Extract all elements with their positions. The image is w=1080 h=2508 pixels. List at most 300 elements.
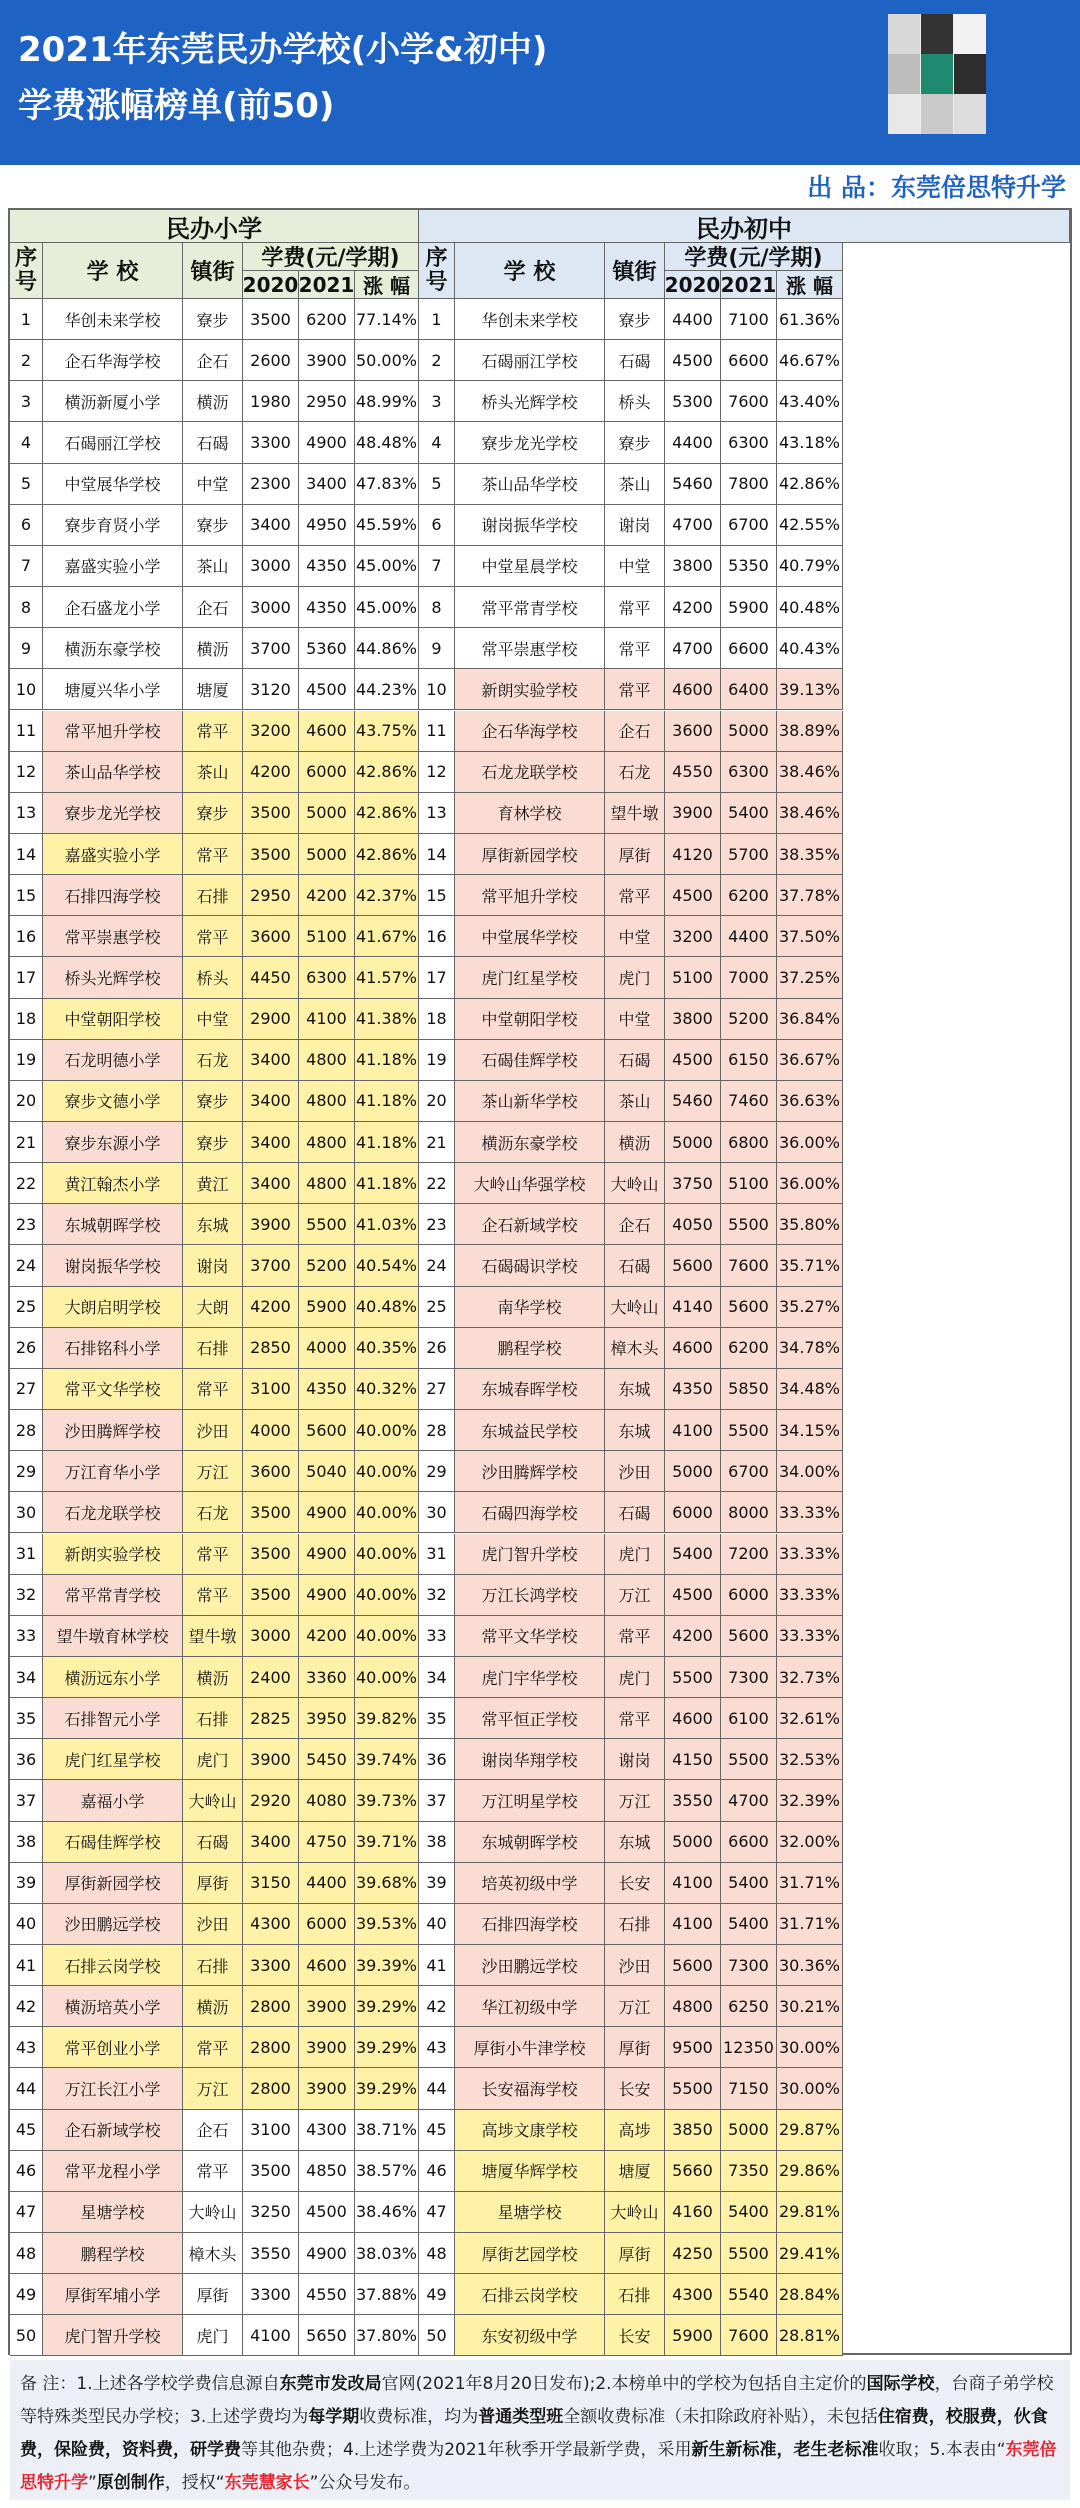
note-text: 收费标准，均为: [359, 2407, 479, 2427]
row-number: 21: [419, 1122, 455, 1163]
note-emphasis: 国际学校: [866, 2374, 935, 2394]
row-number: 15: [10, 875, 43, 916]
rise-percent: 32.39%: [777, 1780, 843, 1821]
seq-header: 序号: [10, 243, 43, 299]
fee-2020: 3000: [243, 1616, 299, 1657]
rise-percent: 39.71%: [355, 1822, 419, 1863]
fee-2021: 5200: [299, 1245, 355, 1286]
rise-percent: 38.71%: [355, 2110, 419, 2151]
row-number: 24: [419, 1245, 455, 1286]
school-name: 新朗实验学校: [455, 669, 605, 710]
note-text: ，授权“: [164, 2473, 225, 2493]
fee-2021: 4600: [299, 1945, 355, 1986]
fee-2020: 5460: [665, 464, 721, 505]
fee-2021: 4900: [299, 1534, 355, 1575]
town-name: 中堂: [605, 916, 665, 957]
rise-percent: 35.71%: [777, 1245, 843, 1286]
town-name: 谢岗: [183, 1245, 243, 1286]
rise-percent: 40.43%: [777, 628, 843, 669]
school-name: 横沥东豪学校: [455, 1122, 605, 1163]
rise-percent: 40.48%: [355, 1287, 419, 1328]
row-number: 30: [419, 1492, 455, 1533]
town-name: 虎门: [605, 1534, 665, 1575]
fee-2021: 3360: [299, 1657, 355, 1698]
row-number: 38: [419, 1822, 455, 1863]
school-name: 高埗文康学校: [455, 2110, 605, 2151]
school-name: 万江长鸿学校: [455, 1575, 605, 1616]
row-number: 9: [419, 628, 455, 669]
fee-2020: 5600: [665, 1245, 721, 1286]
school-name: 中堂星晨学校: [455, 546, 605, 587]
town-name: 寮步: [183, 793, 243, 834]
note-emphasis: 东莞市发改局: [279, 2374, 382, 2394]
fee-2021: 4900: [299, 2233, 355, 2274]
fee-2021: 3400: [299, 464, 355, 505]
fee-2020: 4600: [665, 1698, 721, 1739]
fee-2020: 4500: [665, 875, 721, 916]
row-number: 4: [419, 422, 455, 463]
middle-table-row: [10, 752, 1070, 793]
rise-percent: 44.23%: [355, 669, 419, 710]
fee-2021: 4200: [299, 1616, 355, 1657]
school-name: 常平崇惠学校: [43, 916, 183, 957]
rise-percent: 43.18%: [777, 422, 843, 463]
town-name: 茶山: [605, 1081, 665, 1122]
rise-percent: 41.67%: [355, 916, 419, 957]
middle-table-row: [10, 669, 1070, 710]
fee-2020: 4200: [243, 752, 299, 793]
row-number: 10: [10, 669, 43, 710]
fee-2020: 3300: [243, 2274, 299, 2315]
page-title-line1: 2021年东莞民办学校(小学&初中): [18, 30, 548, 70]
fee-2021: 4100: [299, 999, 355, 1040]
town-name: 万江: [183, 1451, 243, 1492]
rise-percent: 45.00%: [355, 546, 419, 587]
rise-percent: 37.25%: [777, 957, 843, 998]
fee-2021: 7300: [721, 1657, 777, 1698]
fee-2020: 2950: [243, 875, 299, 916]
school-header: 学 校: [43, 243, 183, 299]
school-name: 中堂朝阳学校: [455, 999, 605, 1040]
rise-percent: 37.88%: [355, 2274, 419, 2315]
fee-2020: 3200: [243, 711, 299, 752]
row-number: 27: [10, 1369, 43, 1410]
town-name: 常平: [605, 628, 665, 669]
school-name: 大岭山华强学校: [455, 1163, 605, 1204]
middle-table-row: [10, 587, 1070, 628]
rise-percent: 38.89%: [777, 711, 843, 752]
middle-table-row: [10, 1122, 1070, 1163]
town-name: 常平: [605, 1698, 665, 1739]
row-number: 50: [419, 2315, 455, 2356]
row-number: 28: [10, 1410, 43, 1451]
row-number: 33: [419, 1616, 455, 1657]
middle-table-row: [10, 1616, 1070, 1657]
rise-percent: 39.29%: [355, 2027, 419, 2068]
row-number: 20: [419, 1081, 455, 1122]
fee-2020: 3150: [243, 1863, 299, 1904]
fee-2021: 7600: [721, 381, 777, 422]
fee-2020: 2850: [243, 1328, 299, 1369]
fee-2021: 5900: [721, 587, 777, 628]
row-number: 6: [419, 505, 455, 546]
row-number: 42: [10, 1986, 43, 2027]
town-name: 望牛墩: [605, 793, 665, 834]
town-name: 常平: [183, 2151, 243, 2192]
rise-percent: 42.86%: [355, 752, 419, 793]
school-name: 谢岗华翔学校: [455, 1739, 605, 1780]
fee-2021: 6600: [721, 1822, 777, 1863]
town-name: 东城: [605, 1410, 665, 1451]
publisher-credit: 出 品：东莞倍思特升学: [807, 173, 1066, 202]
fee-2021: 5450: [299, 1739, 355, 1780]
fee-2021: 4900: [299, 422, 355, 463]
row-number: 14: [419, 834, 455, 875]
school-name: 石碣佳辉学校: [43, 1822, 183, 1863]
middle-table-row: [10, 793, 1070, 834]
middle-table-row: [10, 1945, 1070, 1986]
rise-percent: 36.63%: [777, 1081, 843, 1122]
rise-percent: 47.83%: [355, 464, 419, 505]
rise-percent: 40.48%: [777, 587, 843, 628]
fee-2020: 4050: [665, 1204, 721, 1245]
row-number: 26: [10, 1328, 43, 1369]
fee-2021: 7800: [721, 464, 777, 505]
row-number: 43: [10, 2027, 43, 2068]
fee-2021: 5500: [299, 1204, 355, 1245]
town-name: 常平: [183, 711, 243, 752]
rise-percent: 38.46%: [777, 793, 843, 834]
town-name: 石排: [183, 875, 243, 916]
rise-percent: 32.53%: [777, 1739, 843, 1780]
row-number: 8: [419, 587, 455, 628]
rise-percent: 41.57%: [355, 957, 419, 998]
town-name: 万江: [605, 1575, 665, 1616]
town-name: 沙田: [183, 1904, 243, 1945]
row-number: 2: [10, 340, 43, 381]
middle-table-row: [10, 2027, 1070, 2068]
town-name: 茶山: [183, 546, 243, 587]
school-name: 石龙龙联学校: [43, 1492, 183, 1533]
school-name: 华创未来学校: [455, 299, 605, 340]
school-name: 东安初级中学: [455, 2315, 605, 2356]
fee-2021: 3900: [299, 2068, 355, 2109]
fee-2020: 3250: [243, 2192, 299, 2233]
note-emphasis: 新生新标准，老生老标准: [691, 2440, 879, 2460]
row-number: 21: [10, 1122, 43, 1163]
fee-2020: 3100: [243, 1369, 299, 1410]
row-number: 5: [419, 464, 455, 505]
town-name: 虎门: [605, 957, 665, 998]
row-number: 30: [10, 1492, 43, 1533]
rise-percent: 39.29%: [355, 1986, 419, 2027]
row-number: 44: [10, 2068, 43, 2109]
fee-2020: 2400: [243, 1657, 299, 1698]
row-number: 9: [10, 628, 43, 669]
rise-percent: 40.00%: [355, 1616, 419, 1657]
school-name: 万江育华小学: [43, 1451, 183, 1492]
fee-2020: 3900: [243, 1739, 299, 1780]
middle-table-row: [10, 1287, 1070, 1328]
row-number: 20: [10, 1081, 43, 1122]
school-name: 常平常青学校: [455, 587, 605, 628]
fee-2021: 4400: [299, 1863, 355, 1904]
school-name: 寮步文德小学: [43, 1081, 183, 1122]
row-number: 10: [419, 669, 455, 710]
town-name: 沙田: [605, 1945, 665, 1986]
fee-2020: 3500: [243, 1492, 299, 1533]
qr-logo-icon: [888, 14, 986, 134]
rise-percent: 40.00%: [355, 1575, 419, 1616]
fee-2021: 6250: [721, 1986, 777, 2027]
fee-2021: 2950: [299, 381, 355, 422]
fee-2020: 5660: [665, 2151, 721, 2192]
middle-table-row: [10, 2192, 1070, 2233]
row-number: 17: [10, 957, 43, 998]
rise-percent: 37.78%: [777, 875, 843, 916]
fee-2020: 3500: [243, 1534, 299, 1575]
fee-2020: 4250: [665, 2233, 721, 2274]
fee-2020: 5500: [665, 2068, 721, 2109]
row-number: 34: [419, 1657, 455, 1698]
school-name: 星塘学校: [455, 2192, 605, 2233]
row-number: 16: [10, 916, 43, 957]
middle-table-row: [10, 1328, 1070, 1369]
fee-2020: 5500: [665, 1657, 721, 1698]
row-number: 11: [419, 711, 455, 752]
fee-2021: 6400: [721, 669, 777, 710]
fee-2021: 3900: [299, 340, 355, 381]
school-name: 塘厦华辉学校: [455, 2151, 605, 2192]
town-name: 茶山: [183, 752, 243, 793]
school-name: 石排智元小学: [43, 1698, 183, 1739]
school-name: 嘉盛实验小学: [43, 546, 183, 587]
rise-percent: 34.15%: [777, 1410, 843, 1451]
row-number: 45: [419, 2110, 455, 2151]
fee-2021: 4500: [299, 2192, 355, 2233]
town-header: 镇街: [183, 243, 243, 299]
fee-2021: 5400: [721, 1904, 777, 1945]
row-number: 19: [10, 1040, 43, 1081]
fee-2021: 4080: [299, 1780, 355, 1821]
note-text: 等其他杂费；4.上述学费为2021年秋季开学最新学费，采用: [241, 2440, 692, 2460]
rise-percent: 41.18%: [355, 1081, 419, 1122]
rise-percent: 36.67%: [777, 1040, 843, 1081]
fee-2020: 3300: [243, 1945, 299, 1986]
fee-2020: 5000: [665, 1122, 721, 1163]
row-number: 24: [10, 1245, 43, 1286]
fee-2021: 5100: [721, 1163, 777, 1204]
fee-2020: 3300: [243, 422, 299, 463]
section-middle-title: 民办初中: [419, 210, 1070, 243]
fee-2020: 3900: [665, 793, 721, 834]
row-number: 17: [419, 957, 455, 998]
rise-percent: 39.39%: [355, 1945, 419, 1986]
middle-table-row: [10, 1739, 1070, 1780]
footnotes: [10, 2360, 1070, 2500]
town-name: 桥头: [605, 381, 665, 422]
row-number: 28: [419, 1410, 455, 1451]
fee-2020: 3700: [243, 628, 299, 669]
rise-percent: 41.03%: [355, 1204, 419, 1245]
rise-percent: 40.54%: [355, 1245, 419, 1286]
town-name: 谢岗: [605, 505, 665, 546]
town-name: 中堂: [605, 546, 665, 587]
middle-table-row: [10, 916, 1070, 957]
middle-table-row: [10, 2233, 1070, 2274]
row-number: 37: [419, 1780, 455, 1821]
town-name: 东城: [605, 1822, 665, 1863]
row-number: 46: [10, 2151, 43, 2192]
fee-2020: 4700: [665, 505, 721, 546]
middle-table-row: [10, 2110, 1070, 2151]
row-number: 48: [10, 2233, 43, 2274]
school-name: 常平崇惠学校: [455, 628, 605, 669]
town-name: 万江: [605, 1986, 665, 2027]
row-number: 39: [419, 1863, 455, 1904]
fee-2020: 3400: [243, 1040, 299, 1081]
town-name: 黄江: [183, 1163, 243, 1204]
school-name: 企石华海学校: [43, 340, 183, 381]
row-number: 23: [10, 1204, 43, 1245]
fee-2020: 4300: [243, 1904, 299, 1945]
fee-2020: 2825: [243, 1698, 299, 1739]
fee-2020: 3500: [243, 793, 299, 834]
middle-table-row: [10, 1534, 1070, 1575]
town-name: 常平: [183, 916, 243, 957]
fee-2020: 4500: [665, 1575, 721, 1616]
note-text: ，台商子弟学校等特殊类型民办学校；3.上述学费均为: [20, 2374, 1054, 2427]
row-number: 40: [10, 1904, 43, 1945]
rise-percent: 34.78%: [777, 1328, 843, 1369]
school-name: 石碣丽江学校: [43, 422, 183, 463]
school-name: 企石新域学校: [43, 2110, 183, 2151]
fee-2020: 3400: [243, 1081, 299, 1122]
fee-2020: 4700: [665, 628, 721, 669]
note-text: 全额收费标准（未扣除政府补贴），未包括: [563, 2407, 878, 2427]
note-text: ”公众号发布。: [309, 2473, 421, 2493]
town-name: 虎门: [183, 2315, 243, 2356]
row-number: 19: [419, 1040, 455, 1081]
town-name: 企石: [183, 340, 243, 381]
year-2020-header: 2020: [243, 271, 299, 299]
fee-2021: 4900: [299, 1575, 355, 1616]
fee-2020: 3500: [243, 1575, 299, 1616]
rise-percent: 40.00%: [355, 1492, 419, 1533]
rise-percent: 37.80%: [355, 2315, 419, 2356]
fee-2021: 4350: [299, 587, 355, 628]
rise-percent: 40.35%: [355, 1328, 419, 1369]
fee-2021: 7200: [721, 1534, 777, 1575]
row-number: 2: [419, 340, 455, 381]
row-number: 31: [10, 1534, 43, 1575]
school-name: 中堂展华学校: [455, 916, 605, 957]
fee-2021: 3900: [299, 1986, 355, 2027]
fee-2021: 7000: [721, 957, 777, 998]
rise-percent: 30.21%: [777, 1986, 843, 2027]
middle-table-row: [10, 628, 1070, 669]
fee-2021: 5650: [299, 2315, 355, 2356]
fee-2020: 9500: [665, 2027, 721, 2068]
rise-percent: 32.61%: [777, 1698, 843, 1739]
fee-2021: 7600: [721, 2315, 777, 2356]
row-number: 22: [419, 1163, 455, 1204]
note-emphasis: 住宿费，校服费，伙食费，保险费，资料费，研学费: [20, 2407, 1048, 2460]
fee-2020: 3750: [665, 1163, 721, 1204]
fee-2021: 6600: [721, 628, 777, 669]
school-name: 石排四海学校: [455, 1904, 605, 1945]
rise-percent: 39.53%: [355, 1904, 419, 1945]
school-name: 石碣佳辉学校: [455, 1040, 605, 1081]
town-name: 厚街: [605, 2233, 665, 2274]
fee-2021: 6100: [721, 1698, 777, 1739]
town-name: 石排: [183, 1698, 243, 1739]
town-name: 常平: [183, 834, 243, 875]
fee-2021: 5500: [721, 1739, 777, 1780]
fee-2021: 5600: [721, 1287, 777, 1328]
middle-table-row: [10, 299, 1070, 340]
town-name: 石排: [183, 1328, 243, 1369]
fee-2020: 3500: [243, 834, 299, 875]
fee-2021: 6800: [721, 1122, 777, 1163]
row-number: 46: [419, 2151, 455, 2192]
row-number: 4: [10, 422, 43, 463]
row-number: 32: [419, 1575, 455, 1616]
school-name: 培英初级中学: [455, 1863, 605, 1904]
fee-2021: 5000: [721, 711, 777, 752]
town-name: 塘厦: [183, 669, 243, 710]
town-name: 横沥: [183, 381, 243, 422]
school-name: 石龙明德小学: [43, 1040, 183, 1081]
school-name: 横沥新厦小学: [43, 381, 183, 422]
middle-table-row: [10, 1698, 1070, 1739]
rise-percent: 32.73%: [777, 1657, 843, 1698]
fee-2020: 4400: [665, 422, 721, 463]
row-number: 16: [419, 916, 455, 957]
row-number: 3: [10, 381, 43, 422]
rise-percent: 36.00%: [777, 1163, 843, 1204]
fee-2020: 2920: [243, 1780, 299, 1821]
town-name: 虎门: [183, 1739, 243, 1780]
rise-percent: 38.35%: [777, 834, 843, 875]
row-number: 12: [419, 752, 455, 793]
fee-2020: 4800: [665, 1986, 721, 2027]
rise-percent: 39.82%: [355, 1698, 419, 1739]
fee-2021: 4900: [299, 1492, 355, 1533]
middle-table-row: [10, 464, 1070, 505]
town-name: 石龙: [605, 752, 665, 793]
row-number: 8: [10, 587, 43, 628]
row-number: 1: [10, 299, 43, 340]
fee-2020: 4200: [665, 1616, 721, 1657]
town-name: 长安: [605, 2315, 665, 2356]
middle-table-row: [10, 1904, 1070, 1945]
fee-2021: 5900: [299, 1287, 355, 1328]
row-number: 50: [10, 2315, 43, 2356]
rise-percent: 33.33%: [777, 1534, 843, 1575]
town-name: 常平: [605, 669, 665, 710]
fee-2021: 4850: [299, 2151, 355, 2192]
school-name: 东城朝晖学校: [455, 1822, 605, 1863]
fee-2020: 2800: [243, 1986, 299, 2027]
town-name: 横沥: [605, 1122, 665, 1163]
fee-header: 学费(元/学期): [243, 243, 419, 271]
town-name: 石排: [605, 1904, 665, 1945]
row-number: 14: [10, 834, 43, 875]
fee-2020: 3400: [243, 1822, 299, 1863]
row-number: 42: [419, 1986, 455, 2027]
year-2021-header: 2021: [721, 271, 777, 299]
